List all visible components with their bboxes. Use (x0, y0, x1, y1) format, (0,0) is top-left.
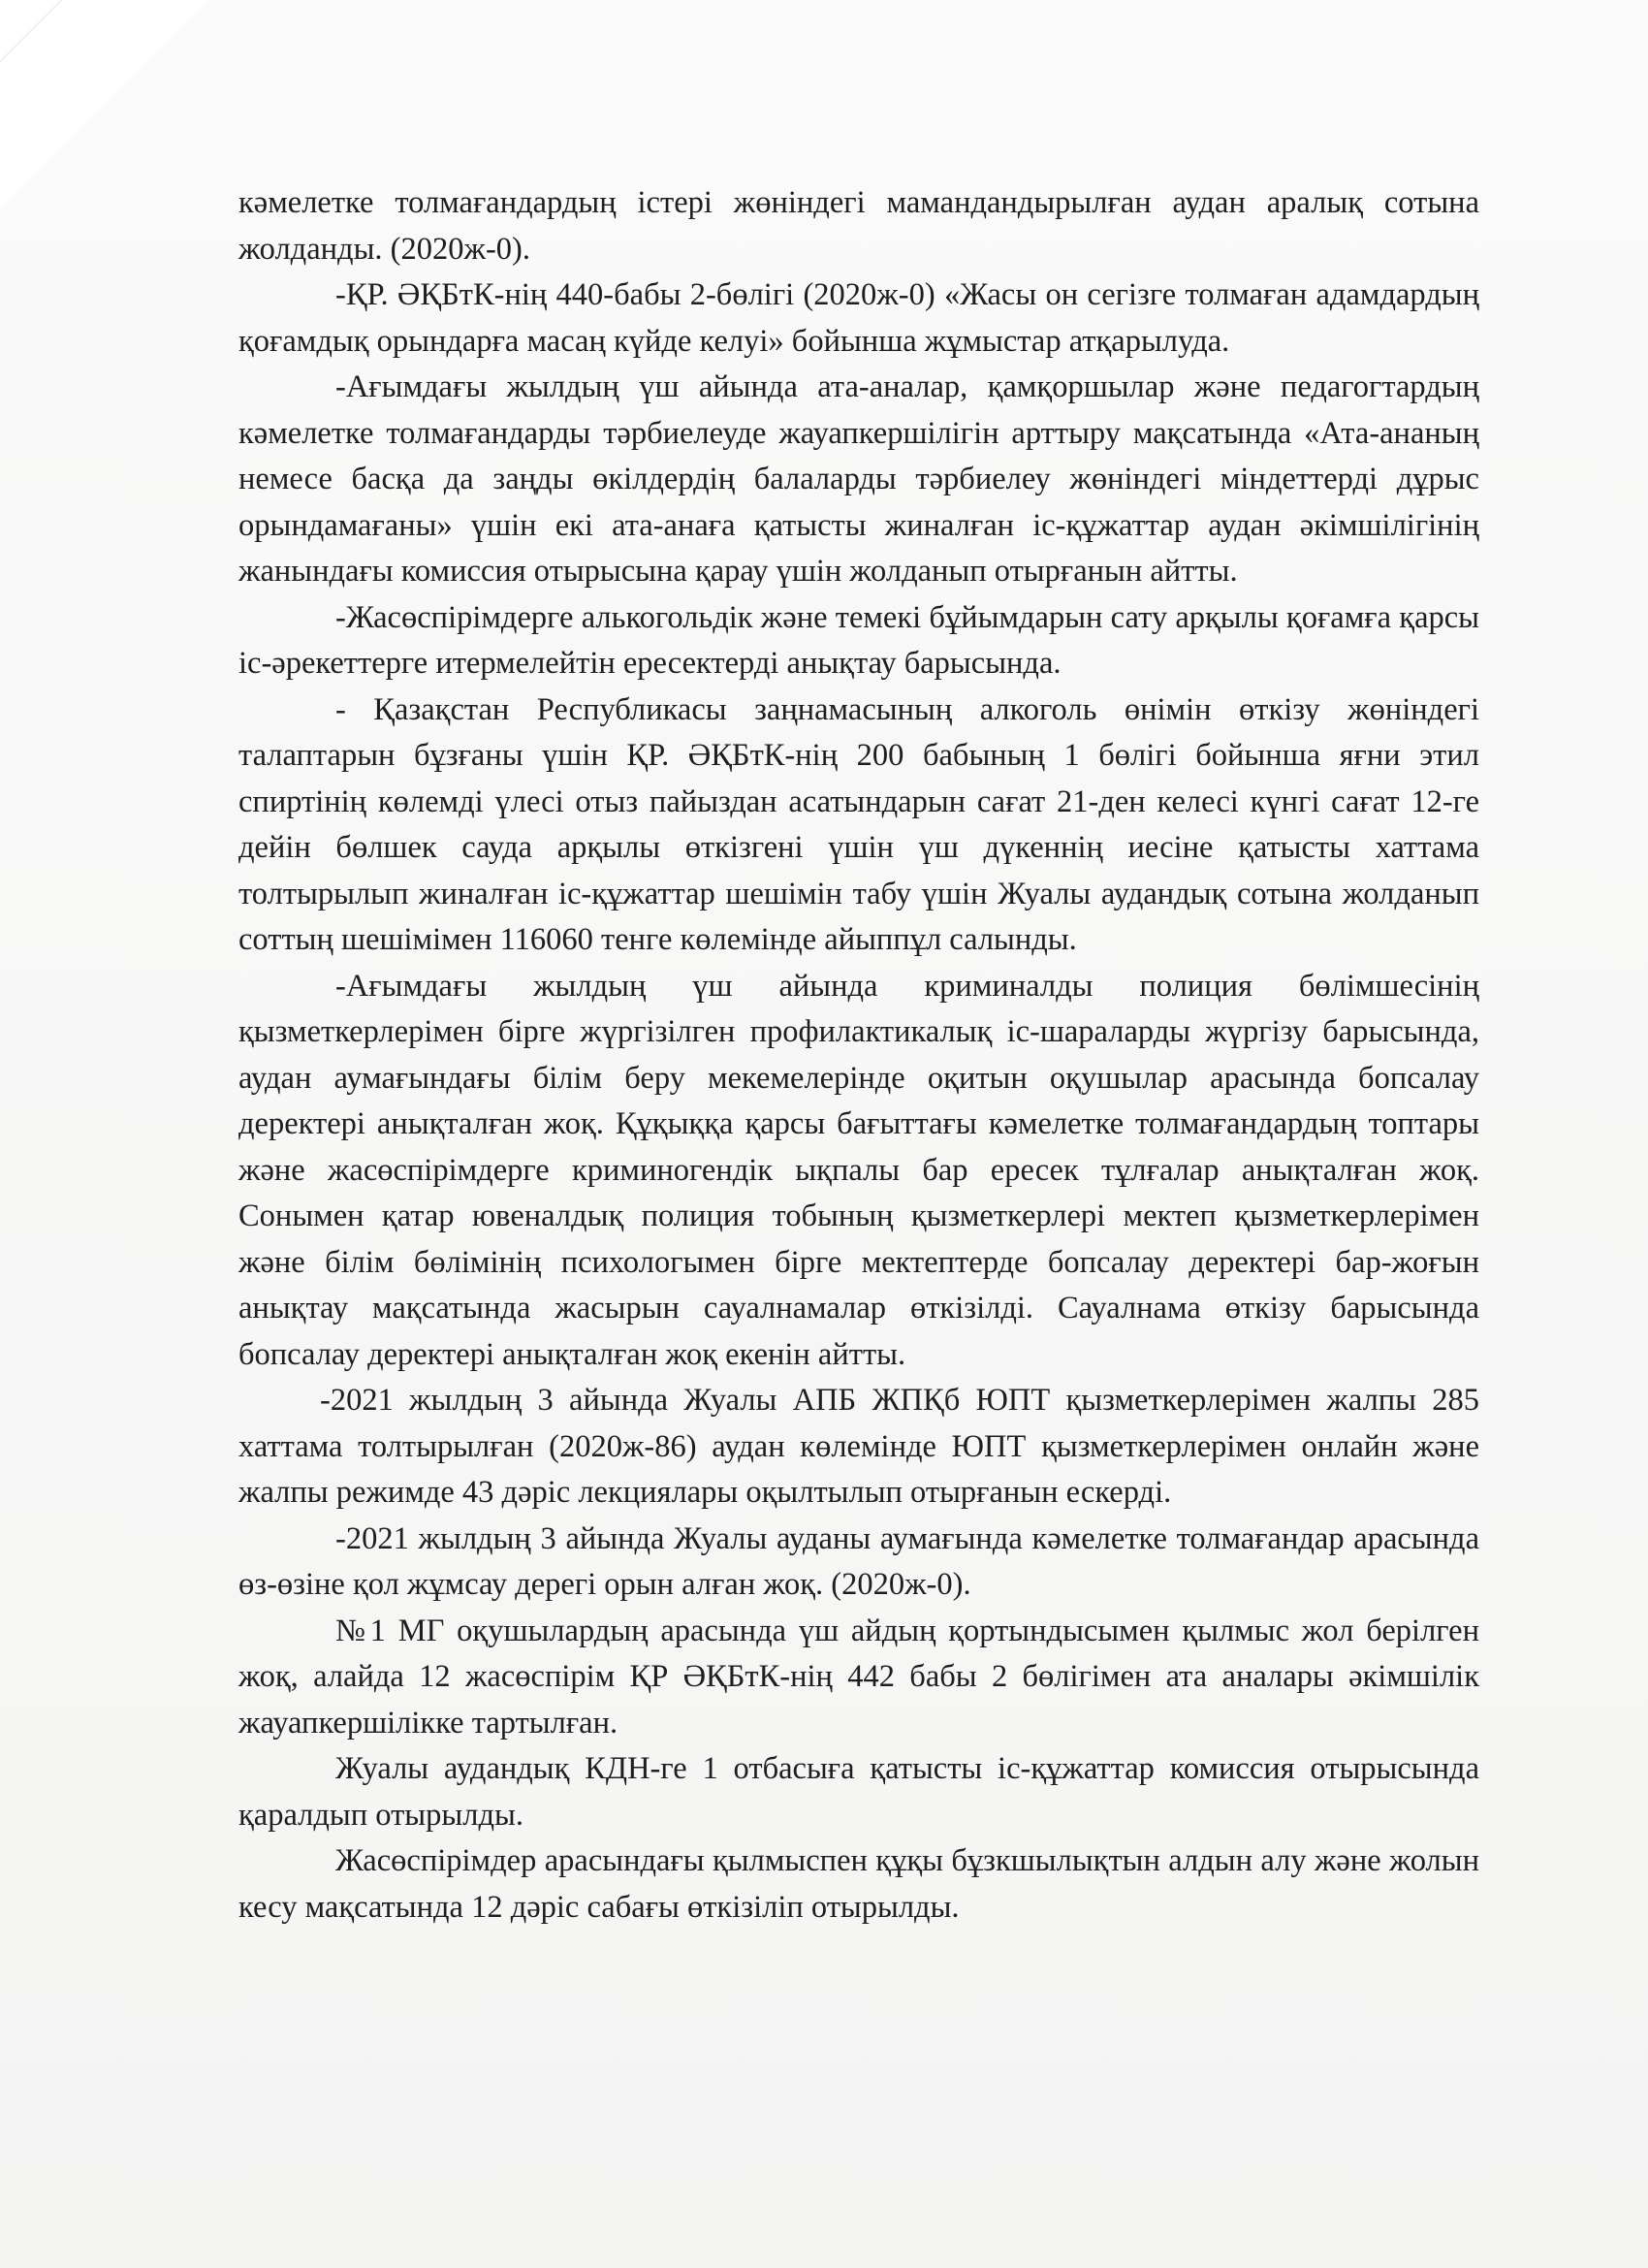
paragraph-1: кәмелетке толмағандардың істері жөніндегі мамандандырылған аудан аралық сотына жолданды. (2020ж-0). (238, 185, 1479, 267)
paragraph-8: -2021 жылдың 3 айында Жуалы ауданы аумағында кәмелетке толмағандар арасында өз-өзіне қол жұмсау дерегі орын алған жоқ. (2020ж-0). (238, 1520, 1479, 1602)
paragraph-9: №1 МГ оқушылардың арасында үш айдың қортындысымен қылмыс жол берілген жоқ, алайда 12 жасөспірім ҚР ӘҚБтК-нің 442 бабы 2 бөлігімен ата аналары әкімшілік жауапкершілікке тартылған. (238, 1613, 1479, 1741)
document-body (238, 180, 1479, 1931)
paragraph-3: -Ағымдағы жылдың үш айында ата-аналар, қамқоршылар және педагогтардың кәмелетке толмағандарды тәрбиелеуде жауапкершілігін арттыру мақсатында «Ата-ананың немесе басқа да заңды өкілдердің балаларды тәрбиелеу жөніндегі міндеттерді дұрыс орындамағаны» үшін екі ата-анаға қатысты жиналған іс-құжаттар аудан әкімшілігінің жанындағы комиссия отырысына қарау үшін жолданып отырғанын айтты. (238, 369, 1479, 589)
paragraph-5: - Қазақстан Республикасы заңнамасының алкоголь өнімін өткізу жөніндегі талаптарын бұзғаны үшін ҚР. ӘҚБтК-нің 200 бабының 1 бөлігі бойынша яғни этил спиртінің көлемді үлесі отыз пайыздан асатындарын сағат 21-ден келесі күнгі сағат 12-ге дейін бөлшек сауда арқылы өткізгені үшін үш дүкеннің иесіне қатысты хаттама толтырылып жиналған іс-құжаттар шешімін табу үшін Жуалы аудандық сотына жолданып соттың шешімімен 116060 тенге көлемінде айыппұл салынды. (238, 691, 1479, 957)
paragraph-2: -ҚР. ӘҚБтК-нің 440-бабы 2-бөлігі (2020ж-0) «Жасы он сегізге толмаған адамдардың қоғамдық орындарға масаң күйде келуі» бойынша жұмыстар атқарылуда. (238, 277, 1479, 359)
paragraph-11: Жасөспірімдер арасындағы қылмыспен құқы бұзкшылықтын алдын алу және жолын кесу мақсатында 12 дәріс сабағы өткізіліп отырылды. (238, 1843, 1479, 1925)
paragraph-10: Жуалы аудандық КДН-ге 1 отбасыға қатысты іс-құжаттар комиссия отырысында қаралдып отырылды. (238, 1751, 1479, 1833)
paragraph-6: -Ағымдағы жылдың үш айында криминалды полиция бөлімшесінің қызметкерлерімен бірге жүргізілген профилактикалық іс-шараларды жүргізу барысында, аудан аумағындағы білім беру мекемелерінде оқитын оқушылар арасында бопсалау деректері анықталған жоқ. Құқыққа қарсы бағыттағы кәмелетке толмағандардың топтары және жасөспірімдерге криминогендік ықпалы бар ересек тұлғалар анықталған жоқ. Сонымен қатар ювеналдық полиция тобының қызметкерлері мектеп қызметкерлерімен және білім бөлімінің психологымен бірге мектептерде бопсалау деректері бар-жоғын анықтау мақсатында жасырын сауалнамалар өткізілді. Сауалнама өткізу барысында бопсалау деректері анықталған жоқ екенін айтты. (238, 968, 1479, 1372)
paragraph-4: -Жасөспірімдерге алькогольдік және темекі бұйымдарын сату арқылы қоғамға қарсы іс-әрекеттерге итермелейтін ересектерді анықтау барысында. (238, 599, 1479, 681)
paragraph-7: -2021 жылдың 3 айында Жуалы АПБ ЖПҚб ЮПТ қызметкерлерімен жалпы 285 хаттама толтырылған (2020ж-86) аудан көлемінде ЮПТ қызметкерлерімен онлайн және жалпы режимде 43 дәріс лекциялары оқылтылып отырғанын ескерді. (238, 1383, 1479, 1510)
